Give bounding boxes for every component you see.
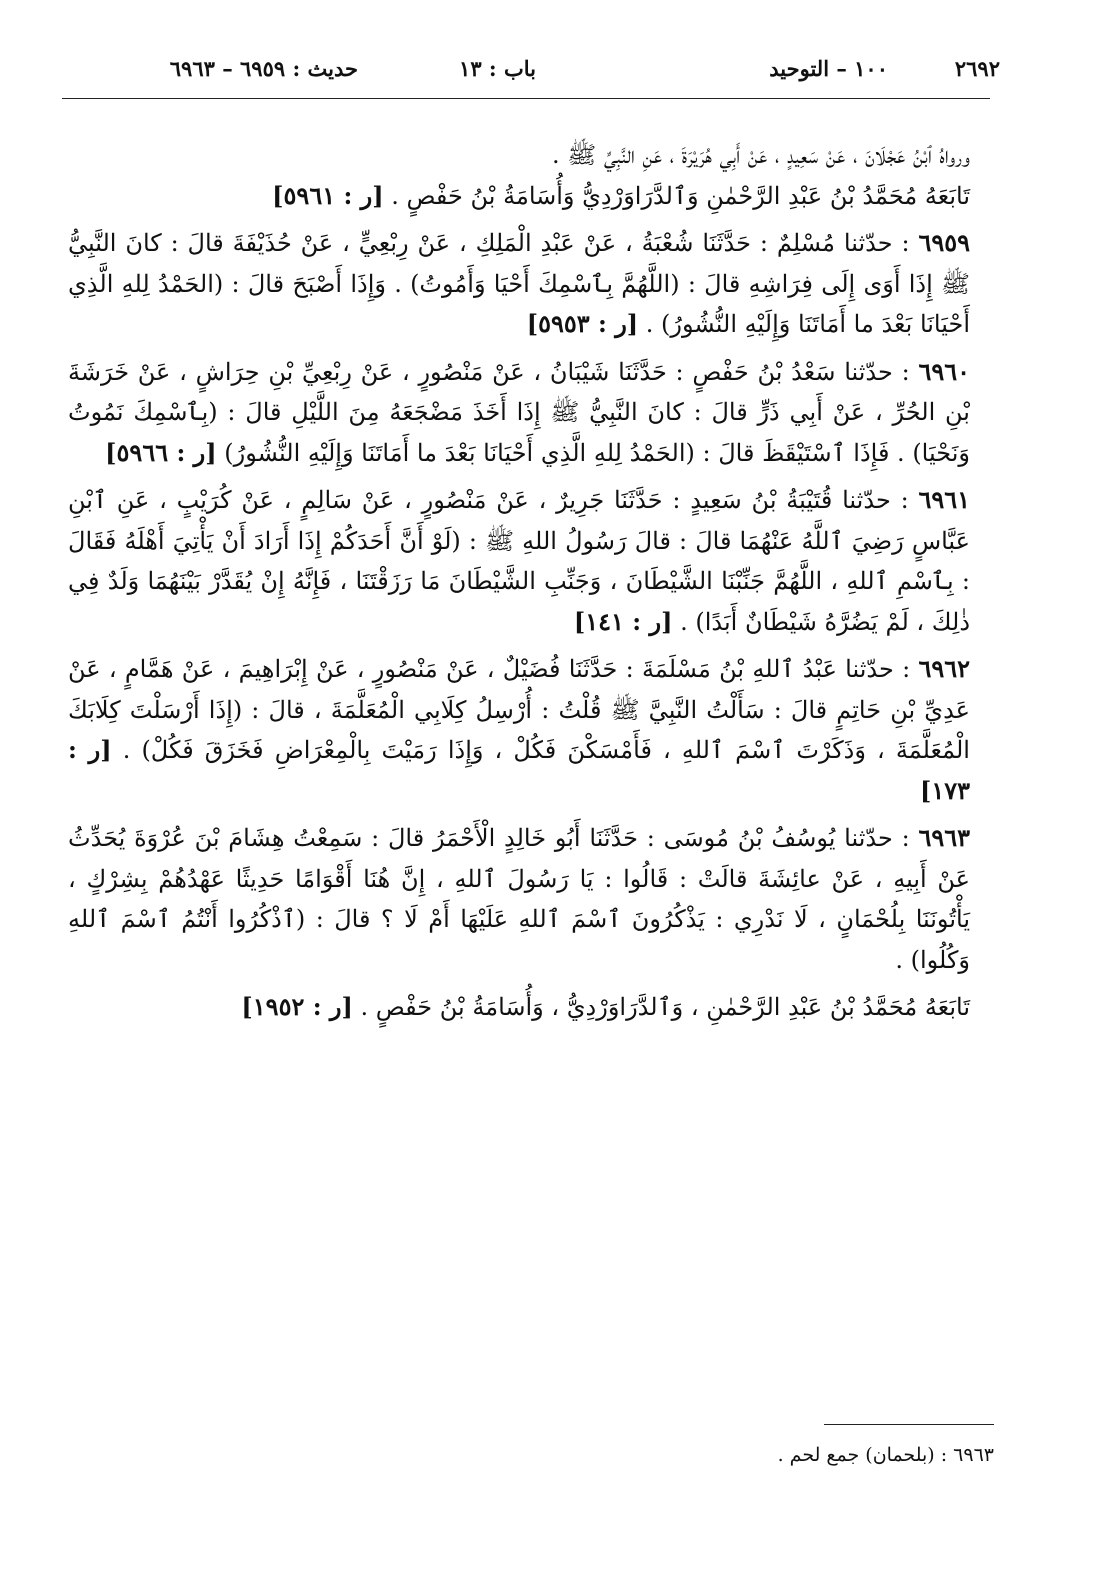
hadith-6962 [68,649,994,811]
hadith-number: ٦٩٦١ [918,485,970,514]
cross-reference: [ر : ٥٩٦٦] [105,437,217,467]
hadith-number: ٦٩٥٩ [918,228,970,257]
hadith-text: : حدّثنا يُوسُفُ بْنُ مُوسَى : حَدَّثَنَا أَبُو خَالِدٍ الْأَحْمَرُ قالَ : سَمِعْتُ هِشَامَ بْنَ عُرْوَةَ يُحَدِّثُ عَنْ أَبِيهِ ، عَنْ عائِشَةَ قالَتْ : قَالُوا : يَا رَسُولَ ٱللهِ ، إِنَّ هُنَا أَقْوَامًا حَدِيثًا عَهْدُهُمْ بِشِرْكٍ ، يَأْتُونَنَا بِلُحْمَانٍ ، لَا نَدْرِي : يَذْكُرُونَ ٱسْمَ ٱللهِ عَلَيْهَا أَمْ لَا ؟ قالَ : (ٱذْكُرُوا أَنْتُمُ ٱسْمَ ٱللهِ وَكُلُوا) . [68,824,970,974]
cross-reference: [ر : ١٧٣] [68,735,970,805]
footnote-divider [824,1424,994,1425]
hadith-number: ٦٩٦٢ [918,654,970,683]
running-header [60,52,1000,92]
paragraph-text: تَابَعَهُ مُحَمَّدُ بْنُ عَبْدِ الرَّحْمٰنِ ، وَٱلدَّرَاوَرْدِيُّ ، وَأُسَامَةُ بْنُ حَفْصٍ . [360,993,970,1021]
cross-reference: [ر : ٥٩٥٣] [526,309,639,338]
footnote: ٦٩٦٣ : (بلحمان) جمع لحم . [777,1444,994,1466]
header-divider [62,98,990,99]
page-number: ٢٦٩٢ [954,56,1000,81]
hadith-number: ٦٩٦٣ [918,823,970,852]
book-title: ١٠٠ – التوحيد [769,56,888,81]
hadith-6959 [68,223,994,345]
cross-reference: [ر : ١٤١] [573,606,673,636]
cross-reference: [ر : ٥٩٦١] [272,180,384,210]
hadith-6961 [68,480,994,642]
paragraph-text: تَابَعَهُ مُحَمَّدُ بْنُ عَبْدِ الرَّحْمٰنِ وَٱلدَّرَاوَرْدِيُّ وَأُسَامَةُ بْنُ حَفْصٍ . [391,181,970,210]
hadith-range: حديث : ٦٩٥٩ – ٦٩٦٣ [169,56,358,81]
hadith-text: : حدّثنا قُتَيْبَةُ بْنُ سَعِيدٍ : حَدَّثَنَا جَرِيرٌ ، عَنْ مَنْصُورٍ ، عَنْ سَالِمٍ ، عَنْ كُرَيْبٍ ، عَنِ ٱبْنِ عَبَّاسٍ رَضِيَ ٱللَّهُ عَنْهُمَا قالَ : قالَ رَسُولُ اللهِ ﷺ : (لَوْ أَنَّ أَحَدَكُمْ إِذَا أَرَادَ أَنْ يَأْتِيَ أَهْلَهُ فَقَالَ : بِٱسْمِ ٱللهِ ، اللَّهُمَّ جَنِّبْنَا الشَّيْطَانَ ، وَجَنِّبِ الشَّيْطَانَ مَا رَزَقْتَنَا ، فَإِنَّهُ إِنْ يُقَدَّرْ بَيْنَهُمَا وَلَدٌ فِي ذٰلِكَ ، لَمْ يَضُرَّهُ شَيْطَانٌ أَبَدًا) . [68,486,970,636]
paragraph-text: ورواهُ ٱبْنُ عَجْلَانَ ، عَنْ سَعِيدٍ ، عَنْ أَبِي هُرَيْرَةَ ، عَنِ النَّبِيِّ ﷺ . [552,141,970,169]
cross-reference: [ر : ١٩٥٢] [241,992,353,1021]
chapter-label: باب : ١٣ [459,56,536,81]
main-text [68,135,994,1028]
hadith-6963 [68,818,994,980]
hadith-text: : حدّثنا مُسْلِمٌ : حَدَّثَنَا شُعْبَةُ ، عَنْ عَبْدِ الْمَلِكِ ، عَنْ رِبْعِيٍّ ، عَنْ حُذَيْفَةَ قالَ : كانَ النَّبِيُّ ﷺ إِذَا أَوَى إِلَى فِرَاشِهِ قالَ : (اللَّهُمَّ بِٱسْمِكَ أَحْيَا وَأَمُوتُ) . وَإِذَا أَصْبَحَ قالَ : (الحَمْدُ لِلهِ الَّذِي أَحْيَانَا بَعْدَ ما أَمَاتَنَا وَإِلَيْهِ النُّشُورُ) . [68,229,970,338]
paragraph-mutaba [68,176,994,217]
hadith-number: ٦٩٦٠ [918,356,970,386]
paragraph-mutaba [68,987,994,1028]
paragraph-narration [68,135,994,176]
hadith-text: : حدّثنا عَبْدُ ٱللهِ بْنُ مَسْلَمَةَ : حَدَّثَنَا فُضَيْلٌ ، عَنْ مَنْصُورٍ ، عَنْ إِبْرَاهِيمَ ، عَنْ هَمَّامٍ ، عَنْ عَدِيِّ بْنِ حَاتِمٍ قالَ : سَأَلْتُ النَّبِيَّ ﷺ قُلْتُ : أُرْسِلُ كِلَابِي الْمُعَلَّمَةَ ، قالَ : (إِذَا أَرْسَلْتَ كِلَابَكَ الْمُعَلَّمَةَ ، وَذَكَرْتَ ٱسْمَ ٱللهِ ، فَأَمْسَكْنَ فَكُلْ ، وَإِذَا رَمَيْتَ بِالْمِعْرَاضِ فَخَزَقَ فَكُلْ) . [68,655,970,764]
hadith-text: : حدّثنا سَعْدُ بْنُ حَفْصٍ : حَدَّثَنَا شَيْبَانُ ، عَنْ مَنْصُورٍ ، عَنْ رِبْعِيِّ بْنِ حِرَاشٍ ، عَنْ خَرَشَةَ بْنِ الحُرِّ ، عَنْ أَبِي ذَرٍّ قالَ : كانَ النَّبِيُّ ﷺ إِذَا أَخَذَ مَضْجَعَهُ مِنَ اللَّيْلِ قالَ : (بِٱسْمِكَ نَمُوتُ وَنَحْيَا) . فَإِذَا ٱسْتَيْقَظَ قالَ : (الحَمْدُ لِلهِ الَّذِي أَحْيَانَا بَعْدَ ما أَمَاتَنَا وَإِلَيْهِ النُّشُورُ) [68,357,970,467]
hadith-6960 [68,352,994,474]
